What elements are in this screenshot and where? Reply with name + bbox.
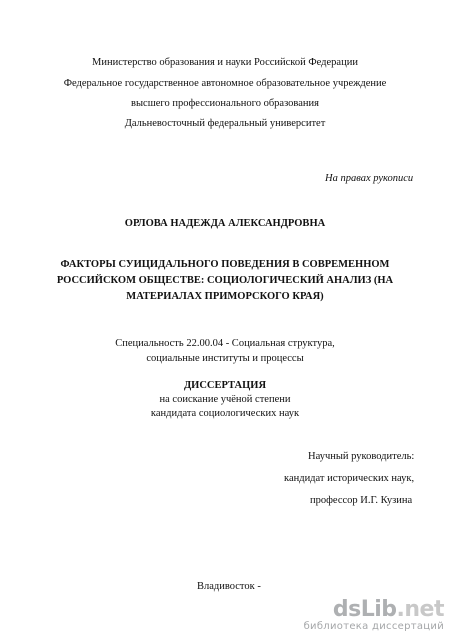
institution-line-1: Федеральное государственное автономное образовательное учреждение [63,78,387,89]
title-line-1: ФАКТОРЫ СУИЦИДАЛЬНОГО ПОВЕДЕНИЯ В СОВРЕМЕННОМ [60,259,390,270]
title-line-3: МАТЕРИАЛАХ ПРИМОРСКОГО КРАЯ) [126,291,324,302]
logo-main: dsLib [332,597,397,622]
title-line-2: РОССИЙСКОМ ОБЩЕСТВЕ: СОЦИОЛОГИЧЕСКИЙ АНАЛИЗ (НА [56,275,394,286]
watermark-tagline: библиотека диссертаций [303,621,444,632]
dissertation-heading: ДИССЕРТАЦИЯ [183,380,267,391]
supervisor-label: Научный руководитель: [308,451,415,462]
ministry-line: Министерство образования и науки Российской Федерации [92,57,358,68]
city-year-line: Владивосток - [197,581,261,592]
supervisor-name: профессор И.Г. Кузина [310,495,413,506]
institution-line-2: высшего профессионального образования [131,98,319,109]
dslib-logo [304,599,444,621]
dissertation-line-1: на соискание учёной степени [159,394,291,405]
specialty-line-2: социальные институты и процессы [146,353,304,364]
logo-tld: .net [396,597,444,622]
dissertation-line-2: кандидата социологических наук [150,408,300,419]
supervisor-degree: кандидат исторических наук, [284,473,415,484]
manuscript-note: На правах рукописи [325,173,414,184]
university-line: Дальневосточный федеральный университет [124,118,326,129]
author-name: ОРЛОВА НАДЕЖДА АЛЕКСАНДРОВНА [124,218,326,229]
dslib-watermark [304,599,444,633]
specialty-line-1: Специальность 22.00.04 - Социальная структура, [115,338,335,349]
